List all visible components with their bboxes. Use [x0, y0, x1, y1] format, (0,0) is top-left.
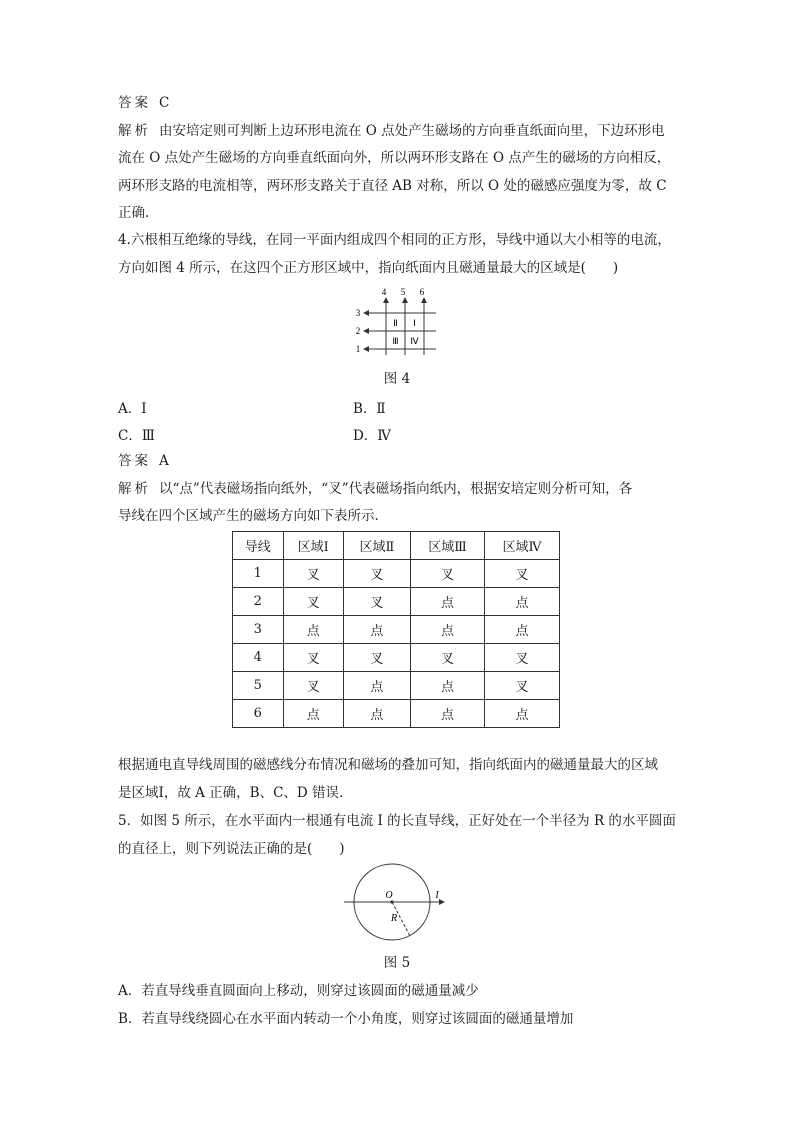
table-row	[233, 700, 560, 728]
table-row	[233, 644, 560, 672]
q5-options	[118, 978, 680, 1033]
table-cell: 点	[343, 616, 410, 644]
table-cell: 叉	[283, 588, 343, 616]
q3-solution	[118, 90, 680, 228]
table-cell: 2	[233, 588, 284, 616]
table-cell: 点	[283, 700, 343, 728]
table-row	[233, 672, 560, 700]
table-cell: 点	[410, 616, 484, 644]
q4-conclusion-line-1: 根据通电直导线周围的磁感线分布情况和磁场的叠加可知，指向纸面内的磁通量最大的区域	[118, 757, 658, 773]
table-cell: 点	[485, 616, 560, 644]
q5-option-b: B．若直导线绕圆心在水平面内转动一个小角度，则穿过该圆面的磁通量增加	[118, 1010, 574, 1027]
table-cell: 6	[233, 700, 284, 728]
q5-option-a: A．若直导线垂直圆面向上移动，则穿过该圆面的磁通量减少	[118, 983, 479, 999]
table-header-cell: 区域Ⅲ	[410, 532, 484, 560]
table-cell: 叉	[410, 560, 484, 588]
q4-option-d: D．Ⅳ	[353, 428, 391, 444]
figure-5-caption: 图 5	[383, 955, 411, 971]
wire-label-3: 3	[355, 308, 361, 318]
table-header-cell: 区域Ⅳ	[485, 532, 560, 560]
table-cell: 1	[233, 560, 284, 588]
q3-answer-line	[118, 90, 680, 118]
q4-option-a: A．Ⅰ	[118, 401, 147, 417]
table-cell: 点	[343, 672, 410, 700]
center-label: O	[385, 890, 393, 901]
table-header-cell: 区域Ⅰ	[283, 532, 343, 560]
q4-conclusion-line-2: 是区域Ⅰ，故 A 正确，B、C、D 错误.	[118, 784, 344, 801]
q4-stem-line-2: 方向如图 4 所示，在这四个正方形区域中，指向纸面内且磁通量最大的区域是( )	[118, 259, 619, 276]
q4-conclusion	[118, 752, 680, 807]
table-cell: 点	[410, 588, 484, 616]
q4-analysis-line-2: 导线在四个区域产生的磁场方向如下表所示.	[118, 508, 379, 524]
answer-label: 答案	[118, 95, 151, 111]
answer-value: C	[159, 95, 170, 111]
table-cell: 3	[233, 616, 284, 644]
q5-stem-line-2: 的直径上，则下列说法正确的是( )	[118, 840, 345, 857]
table-cell: 叉	[343, 588, 410, 616]
figure-4-wire-grid	[350, 285, 440, 357]
wire-label-1: 1	[355, 344, 361, 354]
table-cell: 叉	[283, 560, 343, 588]
table-cell: 5	[233, 672, 284, 700]
table-header-cell: 导线	[233, 532, 284, 560]
table-row	[233, 588, 560, 616]
table-row	[233, 616, 560, 644]
table-row	[233, 560, 560, 588]
q4-stem	[118, 227, 680, 282]
q5-stem	[118, 808, 680, 863]
figure-5-circle-wire	[340, 858, 456, 948]
answer-label: 答案	[118, 453, 151, 469]
table-cell: 叉	[343, 560, 410, 588]
q4-answer-line	[118, 448, 680, 476]
table-cell: 点	[485, 700, 560, 728]
q4-option-c: C．Ⅲ	[118, 428, 155, 444]
wire-label-2: 2	[355, 326, 361, 336]
q4-solution	[118, 448, 680, 531]
table-cell: 叉	[283, 644, 343, 672]
table-cell: 点	[283, 616, 343, 644]
table-cell: 4	[233, 644, 284, 672]
table-header-row	[233, 532, 560, 560]
table-cell: 叉	[410, 644, 484, 672]
wire-label-5: 5	[400, 287, 406, 297]
table-cell: 点	[410, 672, 484, 700]
magnetic-field-table	[232, 531, 560, 728]
region-1-label: Ⅰ	[413, 318, 416, 328]
current-label: I	[435, 890, 439, 901]
table-header-cell: 区域Ⅱ	[343, 532, 410, 560]
q4-option-b: B．Ⅱ	[353, 401, 386, 417]
answer-value: A	[159, 453, 169, 469]
q3-analysis-line-2: 流在 O 点处产生磁场的方向垂直纸面向外，所以两环形支路在 O 点产生的磁场的方向相反，	[118, 150, 671, 166]
q5-stem-line-1: 5．如图 5 所示，在水平面内一根通有电流 I 的长直导线，正好处在一个半径为 R 的水平圆面	[118, 813, 676, 829]
analysis-text: 以“点”代表磁场指向纸外，“叉”代表磁场指向纸内，根据安培定则分析可知，各	[159, 480, 633, 497]
wire-label-4: 4	[381, 287, 387, 297]
q3-analysis-line-4: 正确.	[118, 205, 150, 221]
analysis-text: 由安培定则可判断上边环形电流在 O 点处产生磁场的方向垂直纸面向里，下边环形电	[159, 122, 665, 139]
table-cell: 叉	[485, 560, 560, 588]
table-cell: 点	[485, 588, 560, 616]
table-cell: 叉	[485, 672, 560, 700]
region-3-label: Ⅲ	[392, 336, 399, 346]
table-cell: 点	[343, 700, 410, 728]
wire-label-6: 6	[419, 287, 425, 297]
table-cell: 叉	[343, 644, 410, 672]
region-4-label: Ⅳ	[410, 336, 419, 346]
analysis-label: 解析	[118, 122, 151, 139]
table-cell: 叉	[485, 644, 560, 672]
figure-4-caption: 图 4	[383, 371, 411, 387]
radius-label: R	[390, 913, 398, 924]
q4-stem-line-1: 4.六根相互绝缘的导线，在同一平面内组成四个相同的正方形，导线中通以大小相等的电流，	[118, 232, 671, 248]
q3-analysis-line-3: 两环形支路的电流相等，两环形支路关于直径 AB 对称，所以 O 处的磁感应强度为零，故 C	[118, 177, 667, 194]
table-cell: 点	[410, 700, 484, 728]
q4-analysis-line-1	[118, 476, 680, 504]
q3-analysis-line-1	[118, 118, 680, 146]
region-2-label: Ⅱ	[393, 318, 398, 328]
analysis-label: 解析	[118, 480, 151, 497]
table-cell: 叉	[283, 672, 343, 700]
